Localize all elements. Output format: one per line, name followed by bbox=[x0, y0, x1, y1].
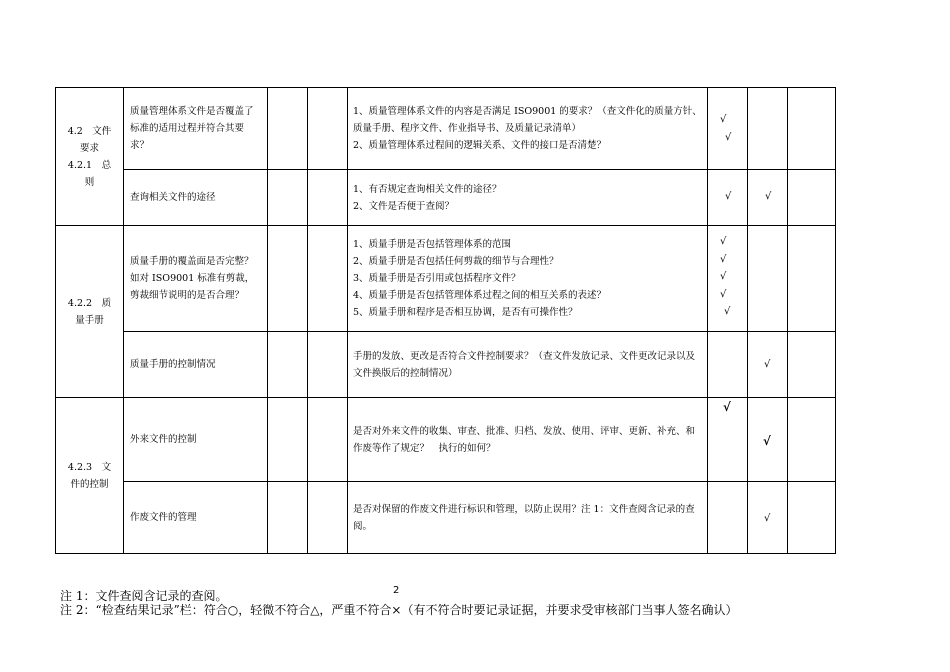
result-cell-2 bbox=[748, 398, 788, 482]
result-cell-1 bbox=[708, 88, 748, 170]
blank-cell bbox=[268, 398, 308, 482]
requirement-line: 手册的发放、更改是否符合文件控制要求？（查文件发放记录、文件更改记录以及文件换版后的控制情况） bbox=[353, 350, 696, 379]
requirement-cell bbox=[348, 482, 708, 554]
blank-cell bbox=[308, 398, 348, 482]
remark-cell bbox=[788, 88, 836, 170]
table-row bbox=[56, 88, 836, 170]
check-mark: √ bbox=[720, 271, 727, 282]
clause-cell: 4.2 文件要求 4.2.1 总则 bbox=[56, 88, 124, 226]
remark-cell bbox=[788, 482, 836, 554]
blank-cell bbox=[308, 88, 348, 170]
result-cell-2 bbox=[748, 226, 788, 332]
requirement-line: 2、质量管理体系过程间的逻辑关系、文件的接口是否清楚？ bbox=[353, 140, 607, 151]
blank-cell bbox=[268, 88, 308, 170]
remark-cell bbox=[788, 170, 836, 226]
result-cell-2 bbox=[748, 88, 788, 170]
result-cell-2 bbox=[748, 170, 788, 226]
blank-cell bbox=[308, 226, 348, 332]
check-mark: √ bbox=[764, 513, 771, 524]
audit-checklist-table bbox=[55, 87, 836, 554]
page-number: 2 bbox=[393, 585, 400, 596]
table-row bbox=[56, 332, 836, 398]
requirement-cell bbox=[348, 332, 708, 398]
audit-item-cell: 质量手册的控制情况 bbox=[124, 332, 268, 398]
requirement-cell bbox=[348, 170, 708, 226]
check-mark: √ bbox=[725, 132, 732, 143]
result-cell-1 bbox=[708, 398, 748, 482]
blank-cell bbox=[308, 170, 348, 226]
audit-item-cell: 作废文件的管理 bbox=[124, 482, 268, 554]
clause-cell: 4.2.3 文件的控制 bbox=[56, 398, 124, 554]
result-cell-1 bbox=[708, 226, 748, 332]
result-cell-2 bbox=[748, 332, 788, 398]
check-mark: √ bbox=[763, 434, 771, 448]
table-row bbox=[56, 482, 836, 554]
blank-cell bbox=[268, 482, 308, 554]
requirement-cell bbox=[348, 226, 708, 332]
blank-cell bbox=[268, 332, 308, 398]
remark-cell bbox=[788, 226, 836, 332]
check-mark: √ bbox=[720, 289, 727, 300]
audit-item-cell: 查询相关文件的途径 bbox=[124, 170, 268, 226]
requirement-line: 1、质量手册是否包括管理体系的范围 bbox=[353, 239, 512, 250]
check-mark: √ bbox=[764, 359, 771, 370]
requirement-line: 3、质量手册是否引用或包括程序文件？ bbox=[353, 273, 521, 284]
result-cell-1 bbox=[708, 170, 748, 226]
check-mark: √ bbox=[725, 191, 732, 202]
clause-cell: 4.2.2 质量手册 bbox=[56, 226, 124, 398]
footnote-2: 注 2：“检查结果记录”栏：符合○，轻微不符合△，严重不符合×（有不符合时要记录证据，并要求受审核部门当事人签名确认） bbox=[60, 603, 738, 617]
result-cell-2 bbox=[748, 482, 788, 554]
check-mark: √ bbox=[720, 236, 727, 247]
requirement-line: 2、文件是否便于查阅？ bbox=[353, 200, 455, 212]
table-row bbox=[56, 398, 836, 482]
remark-cell bbox=[788, 398, 836, 482]
requirement-line: 1、质量管理体系文件的内容是否满足 ISO9001 的要求？（查文件化的质量方针、质量手册、程序文件、作业指导书、及质量记录清单） bbox=[353, 106, 702, 134]
audit-item-cell: 质量管理体系文件是否覆盖了标准的适用过程并符合其要求？ bbox=[124, 88, 268, 170]
blank-cell bbox=[308, 482, 348, 554]
check-mark: √ bbox=[723, 400, 731, 414]
audit-item-cell: 外来文件的控制 bbox=[124, 398, 268, 482]
remark-cell bbox=[788, 332, 836, 398]
requirement-line: 5、质量手册和程序是否相互协调，是否有可操作性？ bbox=[353, 307, 578, 318]
check-mark: √ bbox=[720, 254, 727, 265]
requirement-cell bbox=[348, 398, 708, 482]
blank-cell bbox=[268, 226, 308, 332]
check-mark: √ bbox=[724, 306, 731, 317]
requirement-cell bbox=[348, 88, 708, 170]
result-cell-1 bbox=[708, 482, 748, 554]
footnote-1: 注 1：文件查阅含记录的查阅。 bbox=[60, 589, 228, 603]
result-cell-1 bbox=[708, 332, 748, 398]
table-row bbox=[56, 226, 836, 332]
requirement-line: 2、质量手册是否包括任何剪裁的细节与合理性？ bbox=[353, 256, 559, 267]
blank-cell bbox=[268, 170, 308, 226]
check-mark: √ bbox=[765, 191, 772, 202]
blank-cell bbox=[308, 332, 348, 398]
requirement-line: 是否对外来文件的收集、审查、批准、归档、发放、使用、评审、更新、补充、和作废等作了规定？ 执行的如何？ bbox=[353, 425, 696, 454]
audit-item-cell: 质量手册的覆盖面是否完整？如对 ISO9001 标准有剪裁，剪裁细节说明的是否合理？ bbox=[124, 226, 268, 332]
requirement-line: 是否对保留的作废文件进行标识和管理，以防止误用？注 1：文件查阅含记录的查阅。 bbox=[353, 503, 695, 532]
table-row bbox=[56, 170, 836, 226]
check-mark: √ bbox=[720, 114, 727, 125]
requirement-line: 1、有否规定查询相关文件的途径？ bbox=[353, 183, 502, 195]
requirement-line: 4、质量手册是否包括管理体系过程之间的相互关系的表述？ bbox=[353, 290, 607, 301]
